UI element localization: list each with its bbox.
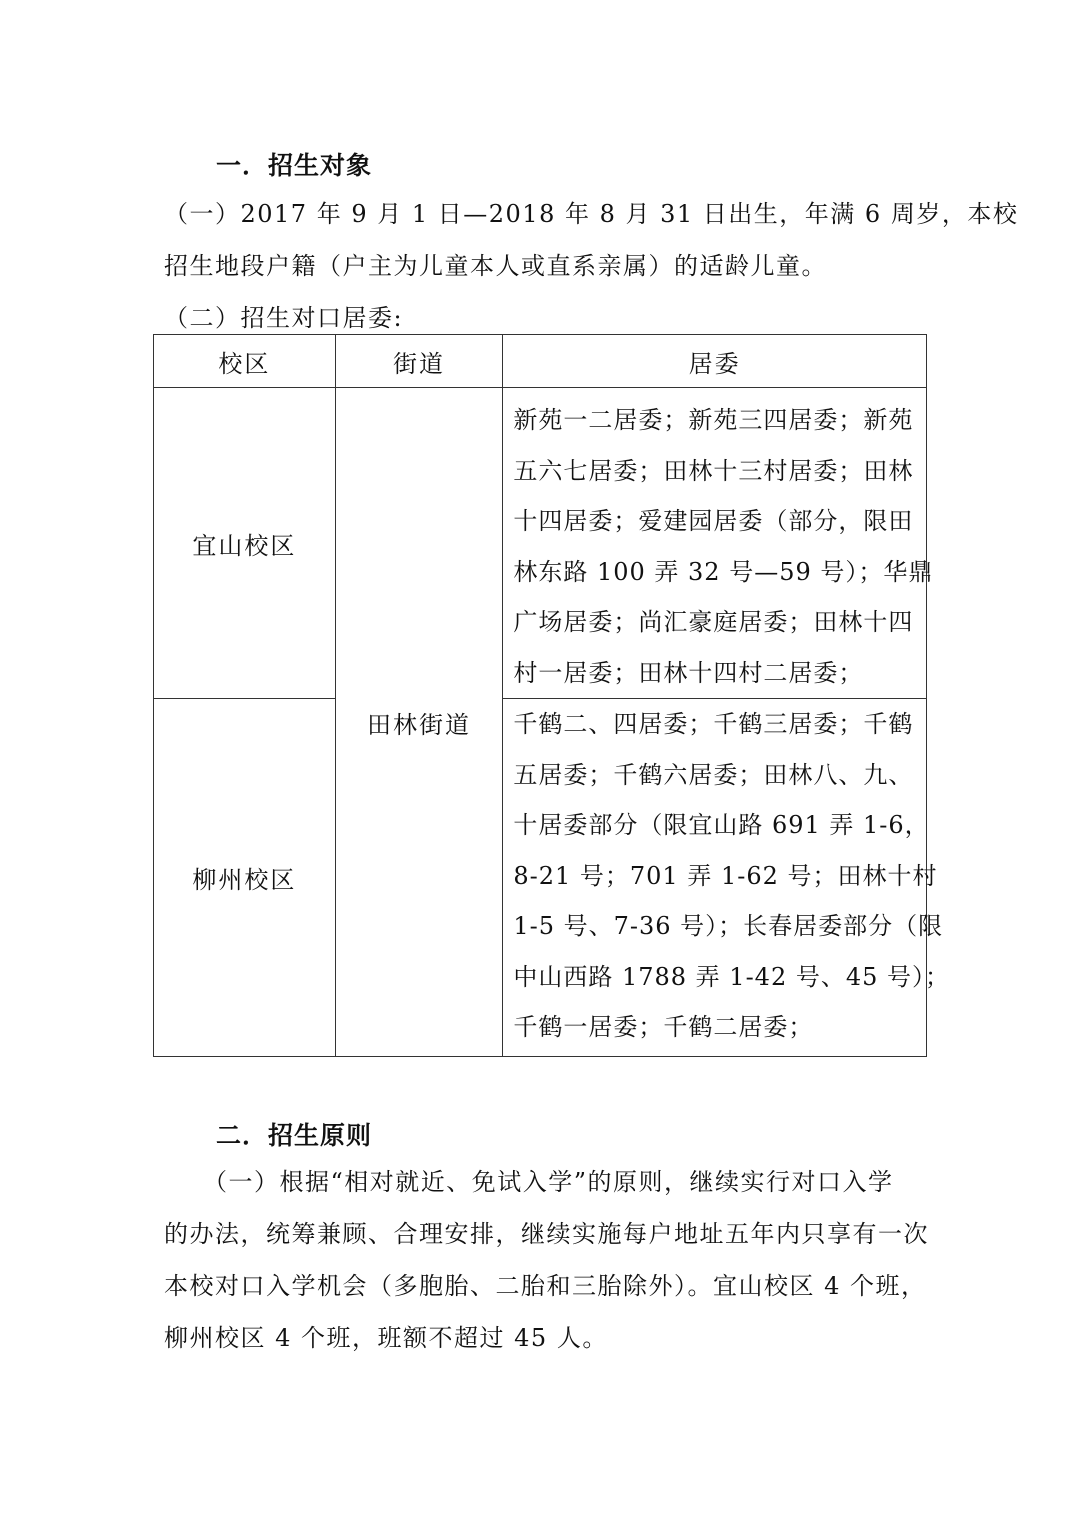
committee-cell: [503, 388, 934, 699]
enrollment-principle-paragraph: [164, 1156, 929, 1364]
paragraph-line: （二）招生对口居委:: [164, 304, 404, 332]
committee-line: 中山西路 1788 弄 1-42 号、45 号）；: [513, 962, 951, 991]
paragraph-line: 本校对口入学机会（多胞胎、二胎和三胎除外）。宜山校区 4 个班，: [164, 1272, 927, 1300]
committee-line: 广场居委；尚汇豪庭居委；田林十四: [513, 608, 914, 636]
campus-cell: 宜山校区: [154, 388, 336, 699]
committee-line: 林东路 100 弄 32 号—59 号）；华鼎: [513, 557, 934, 586]
table-header-cell: 校区: [154, 335, 336, 388]
table-row: [154, 699, 927, 1057]
paragraph-line: 的办法，统筹兼顾、合理安排，继续实施每户地址五年内只享有一次: [164, 1220, 929, 1248]
paragraph-line: （一）2017 年 9 月 1 日—2018 年 8 月 31 日出生，年满 6 周岁，本校: [164, 200, 1019, 228]
committee-line: 五居委；千鹤六居委；田林八、九、: [513, 760, 914, 789]
paragraph-line: 招生地段户籍（户主为儿童本人或直系亲属）的适龄儿童。: [164, 252, 827, 280]
table-header-row: [154, 335, 927, 388]
committee-cell: [503, 699, 951, 1057]
enrollment-target-paragraph: [164, 188, 1019, 344]
table-row: [154, 388, 927, 699]
paragraph-line: （一）根据“相对就近、免试入学”的原则，继续实行对口入学: [164, 1168, 894, 1196]
section-heading: 一．招生对象: [216, 151, 373, 180]
committee-line: 千鹤一居委；千鹤二居委；: [513, 1013, 814, 1041]
committee-line: 十居委部分（限宜山路 691 弄 1-6，: [513, 811, 930, 839]
table-header-cell: 居委: [503, 335, 927, 388]
campus-cell: 柳州校区: [154, 699, 336, 1057]
street-cell: 田林街道: [335, 388, 503, 1057]
committee-line: 1-5 号、7-36 号）；长春居委部分（限: [513, 912, 944, 940]
committee-line: 十四居委；爱建园居委（部分，限田: [513, 507, 914, 535]
committee-line: 村一居委；田林十四村二居委；: [513, 658, 864, 687]
committee-line: 8-21 号；701 弄 1-62 号；田林十村: [513, 861, 938, 890]
section-heading: 二．招生原则: [216, 1121, 373, 1150]
committee-line: 千鹤二、四居委；千鹤三居委；千鹤: [513, 710, 914, 738]
committee-line: 五六七居委；田林十三村居委；田林: [513, 456, 914, 485]
committee-line: 新苑一二居委；新苑三四居委；新苑: [513, 406, 914, 434]
paragraph-line: 柳州校区 4 个班，班额不超过 45 人。: [164, 1324, 608, 1352]
table-header-cell: 街道: [335, 335, 503, 388]
enrollment-zone-table: [153, 334, 951, 1057]
